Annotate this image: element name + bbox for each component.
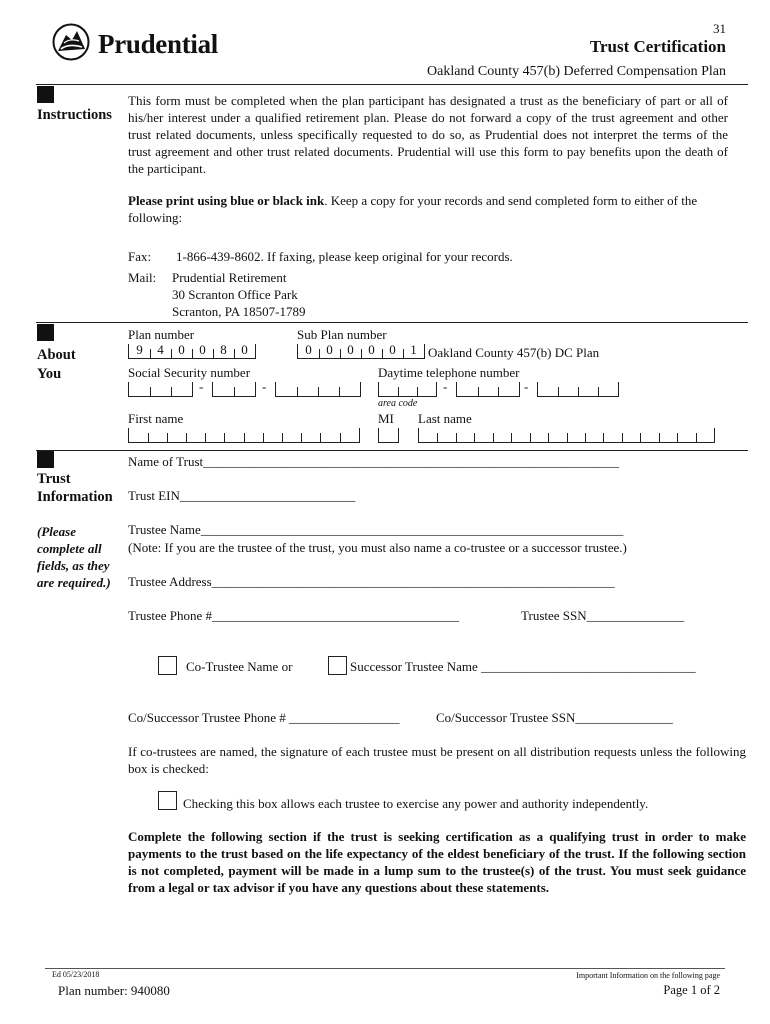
- footer-divider: [45, 968, 725, 969]
- mail-address-line-2: 30 Scranton Office Park: [172, 287, 298, 302]
- trustee-note: (Note: If you are the trustee of the trust, you must also name a co-trustee or a successor trustee.): [128, 540, 627, 555]
- ssn-label: Social Security number: [128, 365, 251, 380]
- required-note-line2: complete all: [37, 541, 102, 556]
- plan-digit: 0: [241, 342, 248, 357]
- edition-date: Ed 05/23/2018: [52, 970, 100, 979]
- plan-digit: 9: [136, 342, 143, 357]
- prudential-logo: [52, 23, 232, 63]
- mail-address-line-1: Prudential Retirement: [172, 270, 287, 285]
- ssn-field-part1[interactable]: [128, 382, 193, 397]
- trustee-phone-field[interactable]: Trustee Phone #______________________________________: [128, 608, 460, 623]
- section-marker-icon: [37, 324, 54, 341]
- sub-plan-digit: 0: [326, 342, 333, 357]
- phone-dash: -: [443, 379, 448, 394]
- first-name-field[interactable]: [128, 428, 360, 443]
- form-title: Trust Certification: [589, 37, 726, 56]
- qualifying-trust-paragraph: Complete the following section if the trust is seeking certification as a qualifying trust in order to make payments to the trust based on the life expectancy of the eldest beneficiary of the trust. If the following section is not completed, payment will be made in a lump sum to the trustee(s) of the trust. You must seek guidance from a legal or tax advisor if you have any questions about these statements.: [128, 829, 746, 895]
- sub-plan-digit: 0: [389, 342, 396, 357]
- plan-digit: 0: [199, 342, 206, 357]
- sub-plan-digit: 0: [368, 342, 375, 357]
- ssn-dash: -: [199, 379, 204, 394]
- phone-dash: -: [524, 379, 529, 394]
- trustee-address-field[interactable]: Trustee Address______________________________________________________________: [128, 574, 615, 589]
- plan-name: Oakland County 457(b) DC Plan: [428, 345, 600, 360]
- sub-plan-number-field[interactable]: [297, 344, 425, 359]
- plan-number-label: Plan number: [128, 327, 195, 342]
- plan-digit: 0: [178, 342, 185, 357]
- last-name-field[interactable]: [418, 428, 715, 443]
- about-label-line2: You: [37, 366, 62, 382]
- phone-label: Daytime telephone number: [378, 365, 520, 380]
- plan-digit: 4: [157, 342, 164, 357]
- section-divider: [36, 450, 748, 451]
- form-subtitle: Oakland County 457(b) Deferred Compensation Plan: [427, 64, 726, 79]
- independent-authority-label: Checking this box allows each trustee to exercise any power and authority independently.: [183, 796, 649, 811]
- about-label-line1: About: [37, 347, 76, 363]
- trustee-name-field[interactable]: Trustee Name_________________________________________________________________: [128, 522, 624, 537]
- footer-plan-number: Plan number: 940080: [58, 983, 170, 998]
- middle-initial-field[interactable]: [378, 428, 399, 443]
- sub-plan-digit: 1: [410, 342, 417, 357]
- ink-instruction: [128, 192, 728, 226]
- trustee-ssn-field[interactable]: Trustee SSN_______________: [521, 608, 685, 623]
- required-note-line3: fields, as they: [37, 558, 110, 573]
- trust-label-line2: Information: [37, 489, 113, 505]
- page-indicator: Page 1 of 2: [663, 983, 720, 997]
- mail-label: Mail:: [128, 270, 157, 285]
- required-note-line4: are required.): [37, 575, 111, 590]
- phone-line-field[interactable]: [537, 382, 619, 397]
- section-divider: [36, 84, 748, 85]
- fax-label: Fax:: [128, 249, 152, 264]
- mail-address-line-3: Scranton, PA 18507-1789: [172, 304, 306, 319]
- rock-logo-icon: [52, 23, 92, 61]
- plan-number-field[interactable]: [128, 344, 256, 359]
- co-successor-ssn-field[interactable]: Co/Successor Trustee SSN_______________: [436, 710, 673, 725]
- last-name-label: Last name: [418, 411, 472, 426]
- ink-instruction-bold: Please print using blue or black ink: [128, 193, 325, 208]
- fax-text: 1-866-439-8602. If faxing, please keep original for your records.: [176, 249, 513, 264]
- mi-label: MI: [378, 411, 394, 426]
- section-marker-icon: [37, 86, 54, 103]
- co-trustee-checkbox[interactable]: [158, 656, 177, 675]
- ssn-field-part2[interactable]: [212, 382, 256, 397]
- ssn-dash: -: [262, 379, 267, 394]
- phone-prefix-field[interactable]: [456, 382, 520, 397]
- area-code-label: area code: [378, 398, 418, 409]
- co-successor-phone-field[interactable]: Co/Successor Trustee Phone # _________________: [128, 710, 400, 725]
- instructions-label: Instructions: [37, 107, 112, 123]
- plan-digit: 8: [220, 342, 227, 357]
- section-divider: [36, 322, 748, 323]
- trust-label-line1: Trust: [37, 471, 71, 487]
- ssn-field-part3[interactable]: [275, 382, 361, 397]
- successor-trustee-name-field[interactable]: Successor Trustee Name _________________________________: [350, 659, 696, 674]
- required-note-line1: (Please: [37, 524, 76, 539]
- sub-plan-digit: 0: [347, 342, 354, 357]
- successor-trustee-checkbox[interactable]: [328, 656, 347, 675]
- trust-ein-field[interactable]: Trust EIN___________________________: [128, 488, 356, 503]
- co-trustee-label: Co-Trustee Name or: [186, 659, 293, 674]
- instructions-paragraph: This form must be completed when the plan participant has designated a trust as the beneficiary of part or all of his/her interest under a qualified retirement plan. Please do not forward a copy of the trust agreement and other trust related documents, unless specifically requested to do so, as Prudential does not interpret the terms of the trust agreement and other trust related documents. Prudential will use this form to pay benefits upon the death of the participant.: [128, 93, 728, 176]
- sub-plan-digit: 0: [305, 342, 312, 357]
- brand-name: Prudential: [98, 29, 219, 59]
- ink-instruction-rest: . Keep a copy for your records and send completed form to either of the following:: [128, 193, 698, 225]
- cotrustee-signature-paragraph: If co-trustees are named, the signature of each trustee must be present on all distribution requests unless the following box is checked:: [128, 744, 746, 776]
- section-marker-icon: [37, 451, 54, 468]
- first-name-label: First name: [128, 411, 184, 426]
- page-number: 31: [713, 21, 726, 36]
- independent-authority-checkbox[interactable]: [158, 791, 177, 810]
- phone-area-code-field[interactable]: [378, 382, 437, 397]
- name-of-trust-field[interactable]: Name of Trust________________________________________________________________: [128, 454, 620, 469]
- sub-plan-label: Sub Plan number: [297, 327, 387, 342]
- next-page-note: Important Information on the following page: [576, 971, 720, 980]
